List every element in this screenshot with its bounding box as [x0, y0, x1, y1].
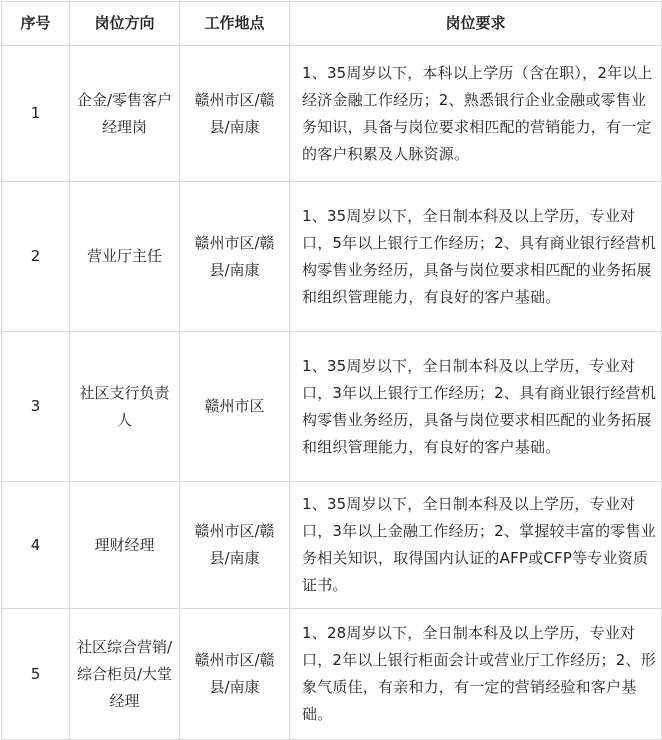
table-row: [2, 46, 662, 182]
table-row: [2, 482, 662, 609]
cell-no: 3: [2, 332, 70, 482]
table-row: [2, 332, 662, 482]
cell-position: 企金/零售客户经理岗: [70, 46, 180, 182]
cell-no: 5: [2, 609, 70, 740]
cell-no: 4: [2, 482, 70, 609]
cell-position: 社区综合营销/综合柜员/大堂经理: [70, 609, 180, 740]
header-requirements: 岗位要求: [290, 2, 662, 46]
cell-no: 1: [2, 46, 70, 182]
table-row: [2, 609, 662, 740]
cell-position: 理财经理: [70, 482, 180, 609]
header-location: 工作地点: [180, 2, 290, 46]
cell-location: 赣州市区/赣县/南康: [180, 609, 290, 740]
header-position: 岗位方向: [70, 2, 180, 46]
cell-location: 赣州市区: [180, 332, 290, 482]
cell-position: 营业厅主任: [70, 182, 180, 332]
cell-requirements: 1、35周岁以下，全日制本科及以上学历，专业对口，5年以上银行工作经历；2、具有商业银行经营机构零售业务经历，具备与岗位要求相匹配的业务拓展和组织管理能力，有良好的客户基础。: [290, 182, 662, 332]
table-header-row: [2, 2, 662, 46]
cell-location: 赣州市区/赣县/南康: [180, 182, 290, 332]
cell-location: 赣州市区/赣县/南康: [180, 46, 290, 182]
header-no: 序号: [2, 2, 70, 46]
cell-requirements: 1、35周岁以下，全日制本科及以上学历，专业对口，3年以上银行工作经历；2、具有商业银行经营机构零售业务经历，具备与岗位要求相匹配的业务拓展和组织管理能力，有良好的客户基础。: [290, 332, 662, 482]
cell-requirements: 1、35周岁以下，全日制本科及以上学历，专业对口，3年以上金融工作经历；2、掌握较丰富的零售业务相关知识，取得国内认证的AFP或CFP等专业资质证书。: [290, 482, 662, 609]
cell-no: 2: [2, 182, 70, 332]
cell-requirements: 1、35周岁以下，本科以上学历（含在职），2年以上经济金融工作经历；2、熟悉银行企业金融或零售业务知识，具备与岗位要求相匹配的营销能力，有一定的客户积累及人脉资源。: [290, 46, 662, 182]
cell-location: 赣州市区/赣县/南康: [180, 482, 290, 609]
cell-position: 社区支行负责人: [70, 332, 180, 482]
cell-requirements: 1、28周岁以下，全日制本科及以上学历，专业对口，2年以上银行柜面会计或营业厅工作经历；2、形象气质佳，有亲和力，有一定的营销经验和客户基础。: [290, 609, 662, 740]
job-requirements-table: [1, 1, 662, 740]
table-row: [2, 182, 662, 332]
